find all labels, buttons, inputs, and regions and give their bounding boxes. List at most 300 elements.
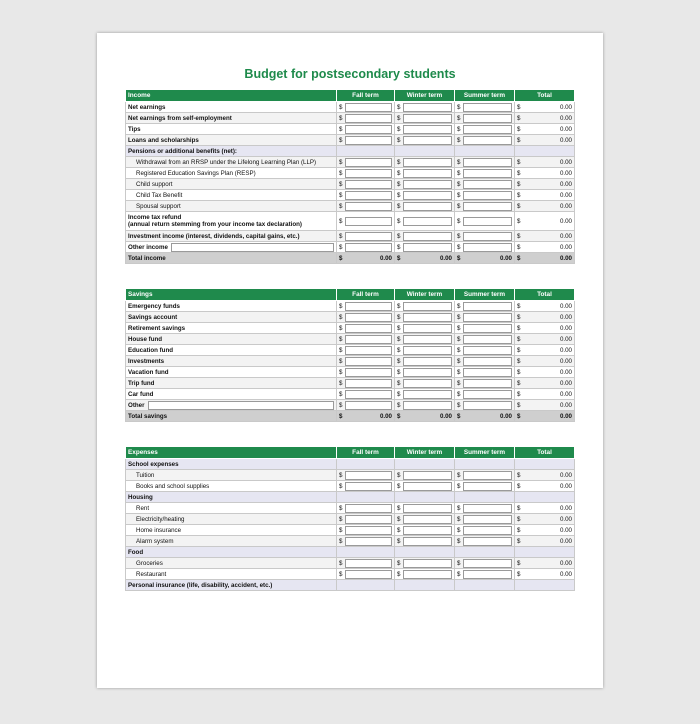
- value-cell: [339, 135, 392, 145]
- value-cell: [517, 334, 572, 344]
- cell-winter-term: [395, 400, 455, 411]
- amount-input[interactable]: [463, 515, 512, 524]
- row-label: Net earnings from self-employment: [126, 113, 337, 124]
- currency-symbol: $: [339, 114, 343, 122]
- amount-input[interactable]: [463, 324, 512, 333]
- value-cell: [457, 411, 512, 421]
- amount-input[interactable]: [463, 335, 512, 344]
- row-label: Retirement savings: [126, 323, 337, 334]
- row-label: Trip fund: [126, 378, 337, 389]
- cell-winter-term: [395, 334, 455, 345]
- total-value: 0.00: [559, 412, 572, 420]
- value-cell: [397, 157, 452, 167]
- column-header-summer-term: Summer term: [455, 289, 515, 301]
- currency-symbol: $: [457, 401, 461, 409]
- cell-fall-term: [337, 367, 395, 378]
- amount-input[interactable]: [345, 559, 392, 568]
- row-label: House fund: [126, 334, 337, 345]
- cell-winter-term: [395, 201, 455, 212]
- amount-input[interactable]: [463, 169, 512, 178]
- amount-input[interactable]: [463, 559, 512, 568]
- row-total-value: 0.00: [559, 537, 572, 545]
- table-header-row: [126, 289, 575, 301]
- total-value: 0.00: [439, 412, 452, 420]
- amount-input[interactable]: [403, 313, 452, 322]
- cell-winter-term: [395, 481, 455, 492]
- value-cell: [457, 242, 512, 252]
- currency-symbol: $: [517, 357, 521, 365]
- amount-input[interactable]: [403, 346, 452, 355]
- currency-symbol: $: [339, 180, 343, 188]
- cell-winter-term: [395, 492, 455, 503]
- currency-symbol: $: [517, 243, 521, 251]
- cell-summer-term: [455, 312, 515, 323]
- row-total-value: 0.00: [559, 504, 572, 512]
- amount-input[interactable]: [403, 232, 452, 241]
- amount-input[interactable]: [345, 570, 392, 579]
- amount-input[interactable]: [345, 103, 392, 112]
- cell-total: [515, 253, 575, 264]
- amount-input[interactable]: [345, 232, 392, 241]
- table-income: [125, 89, 575, 264]
- table-row: [126, 190, 575, 201]
- row-total-value: 0.00: [559, 103, 572, 111]
- value-cell: [397, 356, 452, 366]
- currency-symbol: $: [397, 526, 401, 534]
- value-cell: [457, 569, 512, 579]
- value-cell: [397, 312, 452, 322]
- amount-input[interactable]: [463, 537, 512, 546]
- amount-input[interactable]: [463, 390, 512, 399]
- value-cell: [457, 367, 512, 377]
- amount-input[interactable]: [403, 243, 452, 252]
- row-label: Income tax refund (annual return stemming from your income tax declaration): [126, 212, 337, 231]
- currency-symbol: $: [339, 254, 343, 262]
- cell-fall-term: [337, 536, 395, 547]
- value-cell: [339, 411, 392, 421]
- table-row: [126, 536, 575, 547]
- cell-summer-term: [455, 470, 515, 481]
- row-total-value: 0.00: [559, 368, 572, 376]
- value-cell: [339, 481, 392, 491]
- currency-symbol: $: [339, 191, 343, 199]
- value-cell: [517, 168, 572, 178]
- amount-input[interactable]: [403, 570, 452, 579]
- amount-input[interactable]: [463, 471, 512, 480]
- currency-symbol: $: [457, 335, 461, 343]
- cell-fall-term: [337, 113, 395, 124]
- cell-summer-term: [455, 547, 515, 558]
- currency-symbol: $: [517, 482, 521, 490]
- value-cell: [517, 400, 572, 410]
- cell-summer-term: [455, 356, 515, 367]
- currency-symbol: $: [517, 335, 521, 343]
- value-cell: [339, 179, 392, 189]
- amount-input[interactable]: [463, 313, 512, 322]
- amount-input[interactable]: [345, 302, 392, 311]
- cell-summer-term: [455, 411, 515, 422]
- cell-summer-term: [455, 367, 515, 378]
- total-value: 0.00: [439, 254, 452, 262]
- value-cell: [397, 367, 452, 377]
- value-cell: [517, 231, 572, 241]
- amount-input[interactable]: [403, 504, 452, 513]
- currency-symbol: $: [517, 232, 521, 240]
- cell-total: [515, 242, 575, 253]
- amount-input[interactable]: [403, 180, 452, 189]
- value-cell: [517, 411, 572, 421]
- amount-input[interactable]: [403, 526, 452, 535]
- amount-input[interactable]: [345, 482, 392, 491]
- document-page: [97, 33, 603, 688]
- currency-symbol: $: [517, 390, 521, 398]
- table-row: [126, 201, 575, 212]
- cell-summer-term: [455, 345, 515, 356]
- amount-input[interactable]: [345, 471, 392, 480]
- cell-winter-term: [395, 113, 455, 124]
- cell-fall-term: [337, 323, 395, 334]
- value-cell: [339, 536, 392, 546]
- amount-input[interactable]: [403, 114, 452, 123]
- value-cell: [397, 301, 452, 311]
- cell-total: [515, 525, 575, 536]
- value-cell: [397, 400, 452, 410]
- amount-input[interactable]: [403, 357, 452, 366]
- amount-input[interactable]: [345, 191, 392, 200]
- currency-symbol: $: [457, 368, 461, 376]
- cell-fall-term: [337, 201, 395, 212]
- cell-fall-term: [337, 168, 395, 179]
- table-header-row: [126, 90, 575, 102]
- cell-summer-term: [455, 378, 515, 389]
- cell-summer-term: [455, 459, 515, 470]
- cell-summer-term: [455, 135, 515, 146]
- value-cell: [457, 231, 512, 241]
- cell-total: [515, 400, 575, 411]
- amount-input[interactable]: [403, 335, 452, 344]
- value-cell: [457, 102, 512, 112]
- currency-symbol: $: [517, 368, 521, 376]
- table-row: [126, 135, 575, 146]
- cell-winter-term: [395, 124, 455, 135]
- value-cell: [517, 201, 572, 211]
- cell-total: [515, 190, 575, 201]
- amount-input[interactable]: [463, 158, 512, 167]
- currency-symbol: $: [457, 515, 461, 523]
- cell-total: [515, 470, 575, 481]
- table-row: [126, 470, 575, 481]
- value-cell: [457, 157, 512, 167]
- currency-symbol: $: [457, 169, 461, 177]
- amount-input[interactable]: [463, 103, 512, 112]
- amount-input[interactable]: [463, 482, 512, 491]
- amount-input[interactable]: [345, 335, 392, 344]
- amount-input[interactable]: [403, 390, 452, 399]
- value-cell: [457, 525, 512, 535]
- amount-input[interactable]: [463, 379, 512, 388]
- amount-input[interactable]: [463, 357, 512, 366]
- cell-fall-term: [337, 569, 395, 580]
- amount-input[interactable]: [463, 217, 512, 226]
- currency-symbol: $: [457, 412, 461, 420]
- cell-total: [515, 323, 575, 334]
- row-label: Books and school supplies: [126, 481, 337, 492]
- table-row: [126, 212, 575, 231]
- amount-input[interactable]: [463, 125, 512, 134]
- cell-winter-term: [395, 301, 455, 312]
- currency-symbol: $: [397, 136, 401, 144]
- amount-input[interactable]: [345, 390, 392, 399]
- table-row: [126, 400, 575, 411]
- table-row: [126, 503, 575, 514]
- other-description-input[interactable]: [171, 243, 334, 252]
- table-row: [126, 514, 575, 525]
- currency-symbol: $: [339, 335, 343, 343]
- amount-input[interactable]: [345, 515, 392, 524]
- currency-symbol: $: [397, 254, 401, 262]
- currency-symbol: $: [339, 390, 343, 398]
- amount-input[interactable]: [403, 158, 452, 167]
- amount-input[interactable]: [345, 169, 392, 178]
- currency-symbol: $: [339, 515, 343, 523]
- currency-symbol: $: [517, 125, 521, 133]
- cell-fall-term: [337, 459, 395, 470]
- row-label: Investments: [126, 356, 337, 367]
- amount-input[interactable]: [403, 368, 452, 377]
- value-cell: [517, 312, 572, 322]
- value-cell: [397, 525, 452, 535]
- row-label: Tuition: [126, 470, 337, 481]
- currency-symbol: $: [457, 379, 461, 387]
- row-label: Investment income (interest, dividends, capital gains, etc.): [126, 231, 337, 242]
- amount-input[interactable]: [403, 515, 452, 524]
- amount-input[interactable]: [345, 313, 392, 322]
- value-cell: [339, 345, 392, 355]
- value-cell: [457, 345, 512, 355]
- cell-summer-term: [455, 492, 515, 503]
- value-cell: [397, 481, 452, 491]
- amount-input[interactable]: [463, 401, 512, 410]
- currency-symbol: $: [457, 324, 461, 332]
- currency-symbol: $: [397, 537, 401, 545]
- amount-input[interactable]: [463, 243, 512, 252]
- value-cell: [397, 514, 452, 524]
- value-cell: [517, 470, 572, 480]
- cell-total: [515, 580, 575, 591]
- row-label: Emergency funds: [126, 301, 337, 312]
- cell-total: [515, 345, 575, 356]
- amount-input[interactable]: [463, 346, 512, 355]
- currency-symbol: $: [457, 313, 461, 321]
- amount-input[interactable]: [403, 125, 452, 134]
- amount-input[interactable]: [403, 537, 452, 546]
- row-label: Alarm system: [126, 536, 337, 547]
- value-cell: [339, 356, 392, 366]
- value-cell: [397, 212, 452, 230]
- amount-input[interactable]: [403, 217, 452, 226]
- cell-total: [515, 514, 575, 525]
- amount-input[interactable]: [345, 526, 392, 535]
- cell-summer-term: [455, 503, 515, 514]
- cell-fall-term: [337, 411, 395, 422]
- table-row: [126, 492, 575, 503]
- currency-symbol: $: [339, 169, 343, 177]
- value-cell: [339, 201, 392, 211]
- value-cell: [339, 242, 392, 252]
- amount-input[interactable]: [345, 357, 392, 366]
- amount-input[interactable]: [403, 471, 452, 480]
- amount-input[interactable]: [463, 526, 512, 535]
- value-cell: [397, 536, 452, 546]
- cell-summer-term: [455, 242, 515, 253]
- row-label: Tips: [126, 124, 337, 135]
- column-header-fall-term: Fall term: [337, 90, 395, 102]
- section-title: Income: [126, 90, 337, 102]
- cell-winter-term: [395, 378, 455, 389]
- amount-input[interactable]: [345, 202, 392, 211]
- currency-symbol: $: [339, 526, 343, 534]
- table-savings: [125, 288, 575, 422]
- row-total-value: 0.00: [559, 313, 572, 321]
- total-row: [126, 411, 575, 422]
- currency-symbol: $: [517, 114, 521, 122]
- amount-input[interactable]: [403, 559, 452, 568]
- cell-fall-term: [337, 102, 395, 113]
- currency-symbol: $: [339, 412, 343, 420]
- row-total-value: 0.00: [559, 482, 572, 490]
- cell-winter-term: [395, 253, 455, 264]
- value-cell: [517, 157, 572, 167]
- currency-symbol: $: [397, 324, 401, 332]
- amount-input[interactable]: [345, 136, 392, 145]
- currency-symbol: $: [397, 368, 401, 376]
- cell-winter-term: [395, 547, 455, 558]
- row-label: Spousal support: [126, 201, 337, 212]
- cell-fall-term: [337, 190, 395, 201]
- table-header-row: [126, 447, 575, 459]
- column-header-total: Total: [515, 90, 575, 102]
- value-cell: [517, 301, 572, 311]
- value-cell: [457, 312, 512, 322]
- table-row: [126, 569, 575, 580]
- value-cell: [339, 503, 392, 513]
- cell-fall-term: [337, 312, 395, 323]
- cell-winter-term: [395, 212, 455, 231]
- cell-fall-term: [337, 400, 395, 411]
- amount-input[interactable]: [345, 217, 392, 226]
- row-label: Electricity/heating: [126, 514, 337, 525]
- amount-input[interactable]: [345, 401, 392, 410]
- table-row: [126, 580, 575, 591]
- amount-input[interactable]: [345, 324, 392, 333]
- currency-symbol: $: [339, 471, 343, 479]
- cell-winter-term: [395, 470, 455, 481]
- cell-winter-term: [395, 157, 455, 168]
- currency-symbol: $: [339, 217, 343, 225]
- table-row: [126, 168, 575, 179]
- currency-symbol: $: [517, 191, 521, 199]
- cell-total: [515, 536, 575, 547]
- amount-input[interactable]: [463, 232, 512, 241]
- cell-total: [515, 367, 575, 378]
- amount-input[interactable]: [403, 169, 452, 178]
- value-cell: [397, 102, 452, 112]
- amount-input[interactable]: [403, 191, 452, 200]
- amount-input[interactable]: [403, 202, 452, 211]
- cell-winter-term: [395, 503, 455, 514]
- currency-symbol: $: [457, 232, 461, 240]
- amount-input[interactable]: [403, 482, 452, 491]
- cell-fall-term: [337, 580, 395, 591]
- currency-symbol: $: [457, 158, 461, 166]
- value-cell: [397, 323, 452, 333]
- amount-input[interactable]: [403, 324, 452, 333]
- currency-symbol: $: [517, 324, 521, 332]
- cell-summer-term: [455, 400, 515, 411]
- amount-input[interactable]: [345, 346, 392, 355]
- currency-symbol: $: [397, 401, 401, 409]
- table-row: [126, 113, 575, 124]
- amount-input[interactable]: [345, 379, 392, 388]
- currency-symbol: $: [457, 243, 461, 251]
- currency-symbol: $: [517, 401, 521, 409]
- row-total-value: 0.00: [559, 169, 572, 177]
- currency-symbol: $: [517, 526, 521, 534]
- other-description-input[interactable]: [148, 401, 334, 410]
- value-cell: [397, 201, 452, 211]
- amount-input[interactable]: [345, 114, 392, 123]
- amount-input[interactable]: [463, 180, 512, 189]
- currency-symbol: $: [457, 570, 461, 578]
- cell-fall-term: [337, 231, 395, 242]
- currency-symbol: $: [397, 158, 401, 166]
- amount-input[interactable]: [463, 136, 512, 145]
- amount-input[interactable]: [403, 379, 452, 388]
- currency-symbol: $: [457, 217, 461, 225]
- amount-input[interactable]: [463, 302, 512, 311]
- amount-input[interactable]: [345, 158, 392, 167]
- amount-input[interactable]: [345, 180, 392, 189]
- total-value: 0.00: [559, 254, 572, 262]
- row-total-value: 0.00: [559, 125, 572, 133]
- other-label: [128, 243, 334, 252]
- amount-input[interactable]: [345, 125, 392, 134]
- amount-input[interactable]: [345, 537, 392, 546]
- currency-symbol: $: [397, 243, 401, 251]
- amount-input[interactable]: [345, 504, 392, 513]
- amount-input[interactable]: [345, 243, 392, 252]
- cell-total: [515, 201, 575, 212]
- cell-winter-term: [395, 411, 455, 422]
- amount-input[interactable]: [463, 504, 512, 513]
- cell-total: [515, 146, 575, 157]
- currency-symbol: $: [339, 313, 343, 321]
- amount-input[interactable]: [463, 191, 512, 200]
- amount-input[interactable]: [345, 368, 392, 377]
- amount-input[interactable]: [403, 103, 452, 112]
- amount-input[interactable]: [463, 202, 512, 211]
- amount-input[interactable]: [463, 114, 512, 123]
- table-row: [126, 378, 575, 389]
- cell-total: [515, 212, 575, 231]
- amount-input[interactable]: [403, 401, 452, 410]
- amount-input[interactable]: [403, 302, 452, 311]
- amount-input[interactable]: [463, 368, 512, 377]
- amount-input[interactable]: [463, 570, 512, 579]
- amount-input[interactable]: [403, 136, 452, 145]
- table-row: [126, 334, 575, 345]
- table-row: [126, 459, 575, 470]
